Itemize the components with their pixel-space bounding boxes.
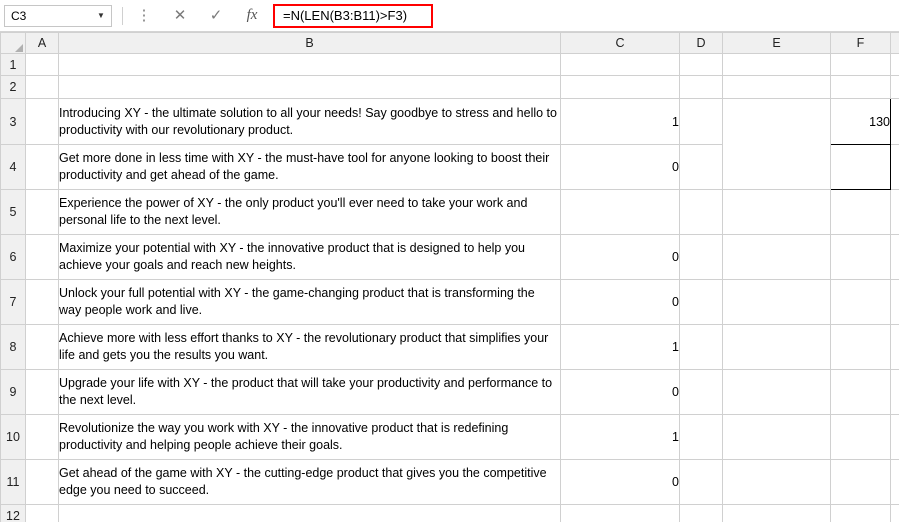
row-header-1[interactable]: 1 [1,54,26,76]
cell-c11-char-count[interactable]: 0 [561,460,680,505]
column-header-e[interactable]: E [723,33,831,54]
cell-d1[interactable] [680,54,723,76]
cell-g12[interactable] [891,505,899,522]
vertical-ellipsis-icon[interactable]: ⋮ [136,7,152,24]
cell-e3-character-limit-label[interactable]: Character Limit [723,99,831,145]
cell-c4-char-count[interactable]: 0 [561,145,680,190]
table-row [1,325,899,370]
row-header-10[interactable]: 10 [1,415,26,460]
cell-b2-marketing-copy-header[interactable]: Marketing Copy [59,76,561,99]
cell-c6-char-count[interactable]: 0 [561,235,680,280]
chevron-down-icon[interactable]: ▼ [97,10,105,20]
name-box-value: C3 [11,8,27,23]
table-row [1,190,899,235]
cancel-icon[interactable]: ✕ [173,7,187,24]
column-header-b[interactable]: B [59,33,561,54]
formula-input[interactable] [273,4,433,28]
cell-g9[interactable] [891,370,899,415]
cell-f11[interactable] [831,460,891,505]
cell-d10[interactable] [680,415,723,460]
cell-g4[interactable] [891,145,899,190]
cell-g8[interactable] [891,325,899,370]
cell-b8-marketing-copy[interactable]: Achieve more with less effort thanks to XY - the revolutionary product that simplifies your life and gets you the results you want. [59,325,561,370]
cell-a6[interactable] [26,235,59,280]
column-header-f[interactable]: F [831,33,891,54]
cell-a7[interactable] [26,280,59,325]
column-header-row [1,33,899,54]
row-header-5[interactable]: 5 [1,190,26,235]
cell-f8[interactable] [831,325,891,370]
cell-c7-char-count[interactable]: 0 [561,280,680,325]
row-header-11[interactable]: 11 [1,460,26,505]
cell-b3-marketing-copy[interactable]: Introducing XY - the ultimate solution to all your needs! Say goodbye to stress and hello to productivity with our revolutionary product. [59,99,561,145]
table-row [1,76,899,99]
cell-g11[interactable] [891,460,899,505]
cell-e11[interactable] [723,460,831,505]
cell-a8[interactable] [26,325,59,370]
cell-a1[interactable] [26,54,59,76]
cell-d9[interactable] [680,370,723,415]
table-row [1,460,899,505]
divider [122,7,123,25]
cell-g2[interactable] [891,76,899,99]
cell-e12[interactable] [723,505,831,522]
table-row [1,370,899,415]
row-header-2[interactable]: 2 [1,76,26,99]
cell-c10-char-count[interactable]: 1 [561,415,680,460]
row-header-4[interactable]: 4 [1,145,26,190]
cell-a5[interactable] [26,190,59,235]
cell-b6-marketing-copy[interactable]: Maximize your potential with XY - the innovative product that is designed to help you achieve your goals and reach new heights. [59,235,561,280]
table-row [1,99,899,145]
cell-c8-char-count[interactable]: 1 [561,325,680,370]
cell-f4[interactable] [831,145,891,190]
cell-c1[interactable] [561,54,680,76]
cell-d3[interactable] [680,99,723,145]
cell-f7[interactable] [831,280,891,325]
cell-b4-marketing-copy[interactable]: Get more done in less time with XY - the must-have tool for anyone looking to boost their productivity and get ahead of the game. [59,145,561,190]
cell-e1[interactable] [723,54,831,76]
column-header-c[interactable]: C [561,33,680,54]
cell-d8[interactable] [680,325,723,370]
cell-a9[interactable] [26,370,59,415]
cell-b5-marketing-copy[interactable]: Experience the power of XY - the only product you'll ever need to take your work and personal life to the next level. [59,190,561,235]
cell-e10[interactable] [723,415,831,460]
cell-g6[interactable] [891,235,899,280]
cell-f10[interactable] [831,415,891,460]
cell-e7[interactable] [723,280,831,325]
formula-bar [0,0,899,32]
cell-f2[interactable] [831,76,891,99]
cell-c3-char-count[interactable]: 1 [561,99,680,145]
row-header-6[interactable]: 6 [1,235,26,280]
spreadsheet-grid [0,32,899,522]
cell-d6[interactable] [680,235,723,280]
cell-b11-marketing-copy[interactable]: Get ahead of the game with XY - the cutting-edge product that gives you the competitive edge you need to succeed. [59,460,561,505]
cell-c12[interactable] [561,505,680,522]
cell-g1[interactable] [891,54,899,76]
cell-a3[interactable] [26,99,59,145]
cell-f1[interactable] [831,54,891,76]
cell-b1[interactable] [59,54,561,76]
cell-c9-char-count[interactable]: 0 [561,370,680,415]
cell-g5[interactable] [891,190,899,235]
table-row [1,280,899,325]
cell-d2[interactable] [680,76,723,99]
column-header-d[interactable]: D [680,33,723,54]
cell-d4[interactable] [680,145,723,190]
cell-a4[interactable] [26,145,59,190]
row-header-12[interactable]: 12 [1,505,26,522]
cell-d12[interactable] [680,505,723,522]
column-header-a[interactable]: A [26,33,59,54]
cell-d5[interactable] [680,190,723,235]
formula-text: =N(LEN(B3:B11)>F3) [283,8,408,23]
name-box[interactable] [4,5,112,27]
table-row [1,505,899,522]
cell-f12[interactable] [831,505,891,522]
cell-g10[interactable] [891,415,899,460]
cell-b12[interactable] [59,505,561,522]
row-header-3[interactable]: 3 [1,99,26,145]
cell-b10-marketing-copy[interactable]: Revolutionize the way you work with XY - the innovative product that is redefining productivity and helping people achieve their goals. [59,415,561,460]
cell-a12[interactable] [26,505,59,522]
confirm-icon[interactable]: ✓ [209,7,223,24]
cell-e9[interactable] [723,370,831,415]
cell-d7[interactable] [680,280,723,325]
cell-a2[interactable] [26,76,59,99]
cell-f9[interactable] [831,370,891,415]
cell-e5[interactable] [723,190,831,235]
cell-f6[interactable] [831,235,891,280]
cell-f5[interactable] [831,190,891,235]
table-row [1,235,899,280]
cell-c5-char-count[interactable] [561,190,680,235]
cell-e6[interactable] [723,235,831,280]
select-all-corner[interactable] [1,33,26,54]
cell-d11[interactable] [680,460,723,505]
cell-b9-marketing-copy[interactable]: Upgrade your life with XY - the product that will take your productivity and performance to the next level. [59,370,561,415]
cell-a10[interactable] [26,415,59,460]
cell-a11[interactable] [26,460,59,505]
cell-f3-character-limit-value[interactable]: 130 [831,99,891,145]
function-icon[interactable]: fx [246,7,258,23]
cell-b7-marketing-copy[interactable]: Unlock your full potential with XY - the game-changing product that is transforming the way people work and live. [59,280,561,325]
table-row [1,54,899,76]
cell-c2-total-char-count-header[interactable]: Total Char Count [561,76,680,99]
row-header-8[interactable]: 8 [1,325,26,370]
cell-e4-count-label[interactable]: Count [723,145,831,190]
cell-g3[interactable] [891,99,899,145]
column-header-overflow [891,33,899,54]
table-row [1,415,899,460]
cell-e8[interactable] [723,325,831,370]
row-header-7[interactable]: 7 [1,280,26,325]
table-row [1,145,899,190]
row-header-9[interactable]: 9 [1,370,26,415]
cell-e2[interactable] [723,76,831,99]
cell-g7[interactable] [891,280,899,325]
